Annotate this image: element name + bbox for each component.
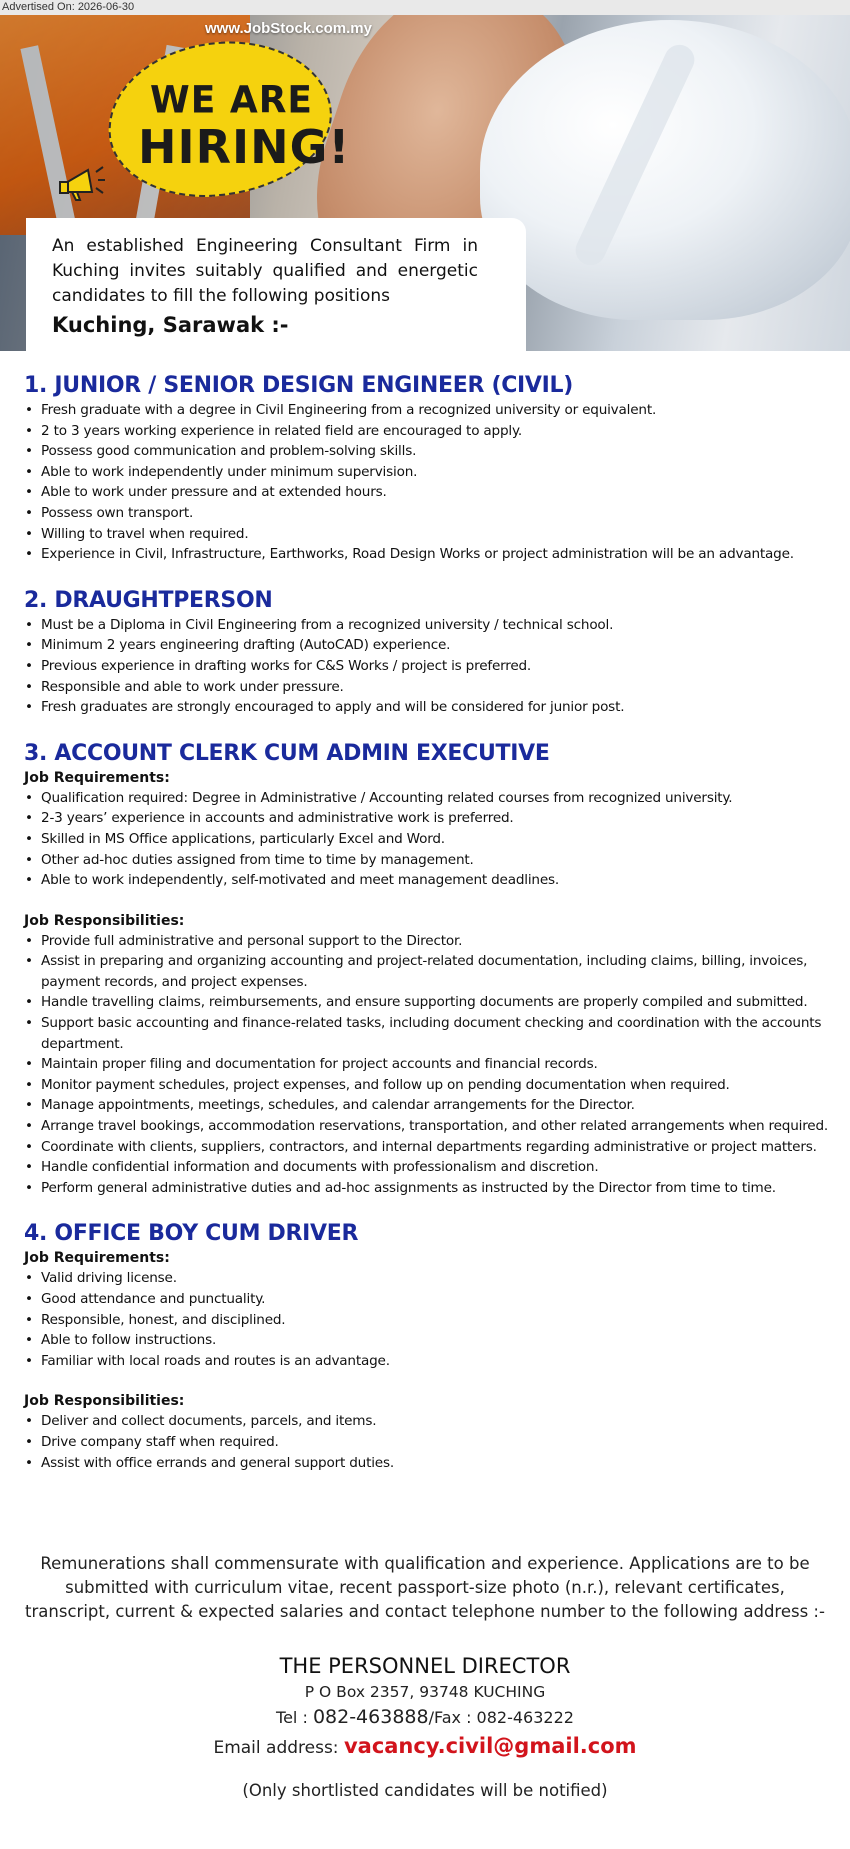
tel-number: 082-463888 <box>312 1706 429 1728</box>
email-label: Email address: <box>213 1738 344 1758</box>
list-item: • Coordinate with clients, suppliers, contractors, and internal departments regarding administrative or project matters. <box>24 1137 844 1158</box>
list-item: • Support basic accounting and finance-related tasks, including document checking and coordination with the accounts department. <box>24 1013 844 1054</box>
tel-label: Tel : <box>276 1708 313 1727</box>
list-item: • Able to follow instructions. <box>24 1330 844 1351</box>
requirements-label: Job Requirements: <box>24 1250 170 1267</box>
list-item: • Good attendance and punctuality. <box>24 1289 844 1310</box>
job-title-office-boy: 4. OFFICE BOY CUM DRIVER <box>24 1221 359 1247</box>
list-item: • 2-3 years’ experience in accounts and administrative work is preferred. <box>24 808 844 829</box>
application-footer <box>0 1552 850 1800</box>
list-item: • Willing to travel when required. <box>24 524 844 545</box>
email-address-link[interactable]: vacancy.civil@gmail.com <box>343 1734 637 1758</box>
list-item: • Skilled in MS Office applications, particularly Excel and Word. <box>24 829 844 850</box>
personnel-director: THE PERSONNEL DIRECTOR <box>279 1654 571 1678</box>
job-responsibilities-list <box>24 1411 844 1473</box>
list-item: • Fresh graduate with a degree in Civil Engineering from a recognized university or equivalent. <box>24 400 844 421</box>
megaphone-icon <box>58 162 106 202</box>
responsibilities-label: Job Responsibilities: <box>24 1393 185 1410</box>
list-item: • Responsible, honest, and disciplined. <box>24 1310 844 1331</box>
job-title-design-engineer: 1. JUNIOR / SENIOR DESIGN ENGINEER (CIVIL) <box>24 373 574 398</box>
responsibilities-label: Job Responsibilities: <box>24 912 185 929</box>
list-item: • Responsible and able to work under pressure. <box>24 677 844 698</box>
list-item: • Able to work independently under minimum supervision. <box>24 462 844 483</box>
location: Kuching, Sarawak :- <box>52 313 289 337</box>
list-item: • Drive company staff when required. <box>24 1432 844 1453</box>
list-item: • Handle travelling claims, reimbursements, and ensure supporting documents are properly compiled and submitted. <box>24 992 844 1013</box>
list-item: • Handle confidential information and documents with professionalism and discretion. <box>24 1157 844 1178</box>
list-item: • Familiar with local roads and routes is an advantage. <box>24 1351 844 1372</box>
list-item: • Deliver and collect documents, parcels, and items. <box>24 1411 844 1432</box>
contact-email <box>0 1731 850 1763</box>
list-item: • Previous experience in drafting works for C&S Works / project is preferred. <box>24 656 844 677</box>
job-requirements-list <box>24 615 844 718</box>
list-item: • Assist in preparing and organizing accounting and project-related documentation, including claims, billing, invoices, payment records, and project expenses. <box>24 951 844 992</box>
job-listings <box>24 372 844 1473</box>
contact-phone <box>0 1704 850 1731</box>
list-item: • Perform general administrative duties and ad-hoc assignments as instructed by the Director from time to time. <box>24 1178 844 1199</box>
fax-number: /Fax : 082-463222 <box>428 1708 574 1727</box>
job-requirements-list <box>24 1268 844 1371</box>
advertised-date: Advertised On: 2026-06-30 <box>0 0 850 15</box>
list-item: • Valid driving license. <box>24 1268 844 1289</box>
list-item: • Minimum 2 years engineering drafting (AutoCAD) experience. <box>24 635 844 656</box>
list-item: • Fresh graduates are strongly encouraged to apply and will be considered for junior post. <box>24 697 844 718</box>
list-item: • Arrange travel bookings, accommodation reservations, transportation, and other related arrangements when required. <box>24 1116 844 1137</box>
list-item: • Monitor payment schedules, project expenses, and follow up on pending documentation when required. <box>24 1075 844 1096</box>
job-title-account-clerk: 3. ACCOUNT CLERK CUM ADMIN EXECUTIVE <box>24 740 550 766</box>
list-item: • Possess good communication and problem-solving skills. <box>24 441 844 462</box>
remuneration-text: Remunerations shall commensurate with qualification and experience. Applications are to be submitted with curriculum vitae, recent passport-size photo (n.r.), relevant certificates, transcript, current & expected salaries and contact telephone number to the following address :- <box>25 1554 825 1621</box>
intro-text: An established Engineering Consultant Firm in Kuching invites suitably qualified and energetic candidates to fill the following positions <box>52 236 478 306</box>
requirements-label: Job Requirements: <box>24 769 170 786</box>
shortlist-note: (Only shortlisted candidates will be notified) <box>242 1781 608 1800</box>
job-responsibilities-list <box>24 931 844 1199</box>
list-item: • Provide full administrative and personal support to the Director. <box>24 931 844 952</box>
list-item: • Qualification required: Degree in Administrative / Accounting related courses from recognized university. <box>24 788 844 809</box>
site-url: www.JobStock.com.my <box>205 20 372 37</box>
badge-text-we-are: WE ARE <box>150 78 314 123</box>
badge-text-hiring: HIRING! <box>138 120 351 174</box>
list-item: • Manage appointments, meetings, schedules, and calendar arrangements for the Director. <box>24 1095 844 1116</box>
list-item: • Possess own transport. <box>24 503 844 524</box>
list-item: • Other ad-hoc duties assigned from time to time by management. <box>24 850 844 871</box>
list-item: • Must be a Diploma in Civil Engineering from a recognized university / technical school. <box>24 615 844 636</box>
job-requirements-list <box>24 788 844 891</box>
list-item: • 2 to 3 years working experience in related field are encouraged to apply. <box>24 421 844 442</box>
list-item: • Able to work independently, self-motivated and meet management deadlines. <box>24 870 844 891</box>
list-item: • Maintain proper filing and documentation for project accounts and financial records. <box>24 1054 844 1075</box>
list-item: • Experience in Civil, Infrastructure, Earthworks, Road Design Works or project administration will be an advantage. <box>24 544 844 565</box>
postal-address: P O Box 2357, 93748 KUCHING <box>304 1683 546 1701</box>
list-item: • Able to work under pressure and at extended hours. <box>24 482 844 503</box>
job-requirements-list <box>24 400 844 565</box>
job-title-draughtperson: 2. DRAUGHTPERSON <box>24 587 273 613</box>
list-item: • Assist with office errands and general support duties. <box>24 1453 844 1474</box>
